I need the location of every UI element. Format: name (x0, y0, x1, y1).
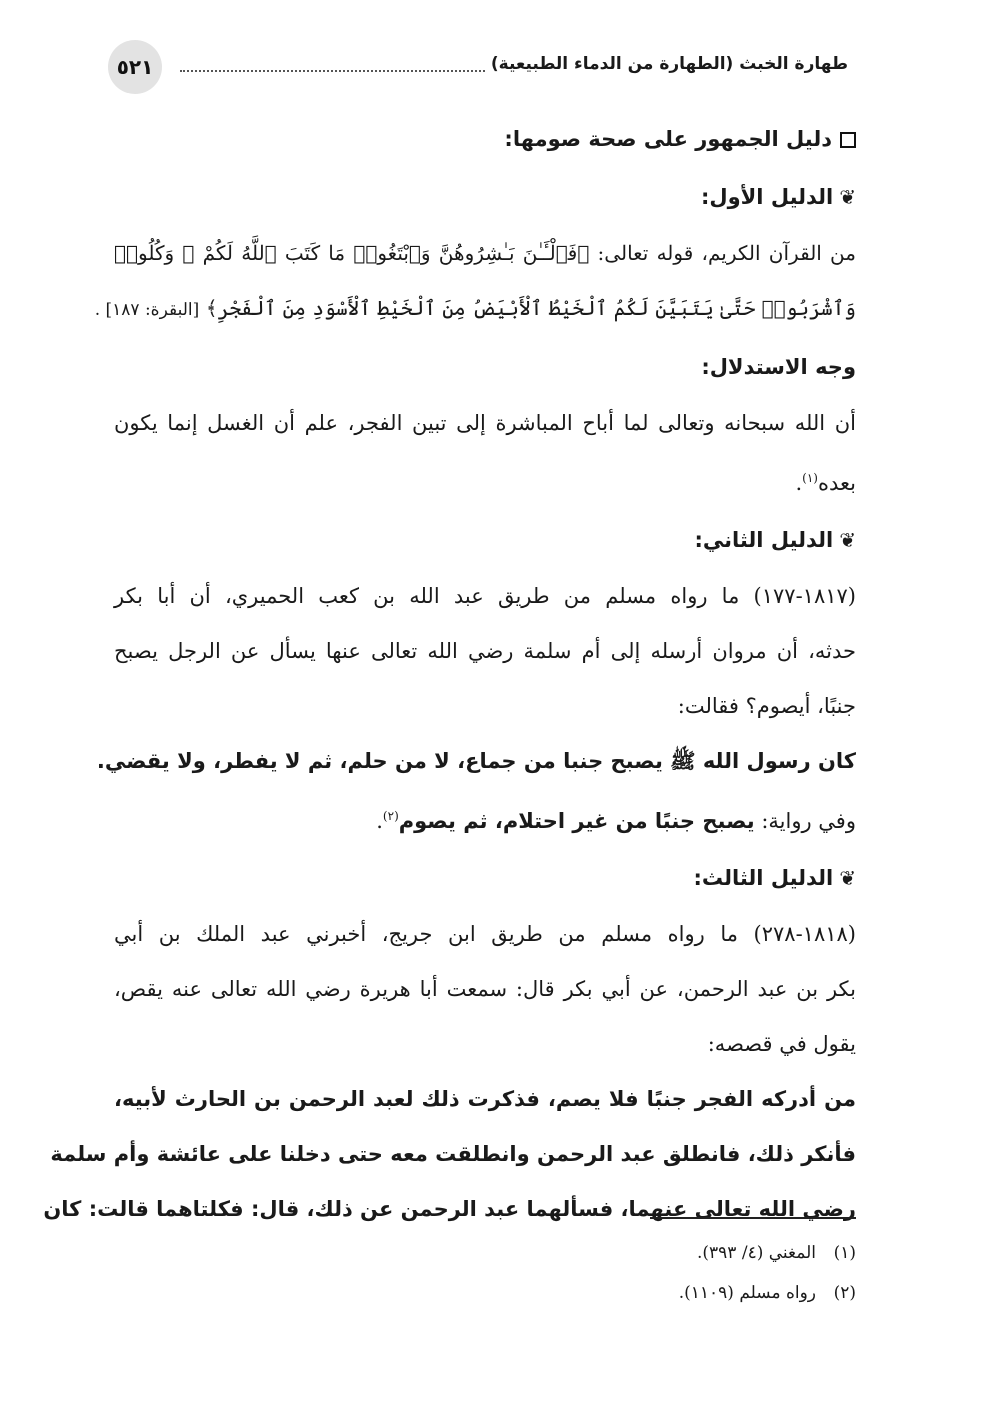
verse-citation: [البقرة: ١٨٧] . (94, 300, 200, 320)
evidence-title: الدليل الثاني: (694, 528, 834, 552)
punctuation: . (795, 471, 803, 495)
hadith-text: من أدركه الفجر جنبًا فلا يصم، فذكرت ذلك لعبد الرحمن بن الحارث لأبيه، (114, 1087, 856, 1111)
hadith-text: كان رسول الله ﷺ يصبح جنبا من جماع، لا من حلم، ثم لا يفطر، ولا يقضي. (96, 749, 856, 773)
evidence-heading-2 (114, 511, 856, 569)
footnotes (114, 1233, 856, 1313)
quran-verse-line: من القرآن الكريم، قوله تعالى: ﴿فَٱلْـَٔـٰنَ بَـٰشِرُوهُنَّ وَٱبْتَغُوا۟ مَا كَتَبَ ٱللَّهُ لَكُمْ ۚ وَكُلُوا۟ (114, 241, 856, 265)
evidence-title: الدليل الأول: (701, 185, 834, 209)
paragraph-line: جنبًا، أيصوم؟ فقالت: (677, 694, 856, 718)
leaf-bullet-icon: ❦ (839, 866, 856, 890)
variant-intro: وفي رواية: (754, 809, 856, 833)
footnote-ref: (١) (802, 471, 818, 485)
section-heading (114, 110, 856, 168)
quran-verse-text: وَٱشْرَبُوا۟ حَتَّىٰ يَتَبَيَّنَ لَكُمُ ٱلْخَيْطُ ٱلْأَبْيَضُ مِنَ ٱلْخَيْطِ ٱلْأَسْوَدِ مِنَ ٱلْفَجْرِ﴾ (205, 296, 856, 320)
page-header (108, 40, 848, 96)
variant-text: يصبح جنبًا من غير احتلام، ثم يصوم (398, 809, 755, 833)
variant-line (114, 789, 856, 849)
checkbox-square-icon (840, 132, 856, 148)
paragraph-line: حدثه، أن مروان أرسله إلى أم سلمة رضي الله تعالى عنها يسأل عن الرجل يصبح (114, 639, 856, 663)
paragraph-text: بعده (817, 471, 856, 495)
evidence-heading-3 (114, 849, 856, 907)
header-dot-leader (180, 56, 485, 72)
reasoning-heading: وجه الاستدلال: (701, 355, 856, 379)
paragraph-line: (١٨١٧-١٧٧) ما رواه مسلم من طريق عبد الله بن كعب الحميري، أن أبا بكر (114, 584, 856, 608)
paragraph-line (114, 451, 856, 511)
leaf-bullet-icon: ❦ (839, 185, 856, 209)
footnote-number: (٢) (833, 1283, 856, 1303)
evidence-title: الدليل الثالث: (693, 866, 834, 890)
paragraph-line: (١٨١٨-٢٧٨) ما رواه مسلم من طريق ابن جريج، أخبرني عبد الملك بن أبي (114, 922, 856, 946)
running-head (174, 54, 848, 74)
footnote-ref: (٢) (382, 809, 399, 823)
footnote-separator (650, 1217, 856, 1219)
paragraph-line: يقول في قصصه: (707, 1032, 856, 1056)
footnote-number: (١) (833, 1243, 856, 1263)
running-title: طهارة الخبث (الطهارة من الدماء الطبيعية) (490, 54, 848, 74)
evidence-heading-1 (114, 168, 856, 226)
punctuation: . (376, 809, 383, 833)
paragraph-line: أن الله سبحانه وتعالى لما أباح المباشرة إلى تبين الفجر، علم أن الغسل إنما يكون (114, 411, 856, 435)
footnote (114, 1273, 856, 1313)
page-body (43, 110, 856, 1237)
hadith-text: رضي الله تعالى عنهما، فسألهما عبد الرحمن عن ذلك، قال: فكلتاهما قالت: كان (43, 1197, 856, 1221)
paragraph-line: بكر بن عبد الرحمن، عن أبي بكر قال: سمعت أبا هريرة رضي الله تعالى عنه يقص، (114, 977, 856, 1001)
footnote-text: المغني (٤/ ٣٩٣). (696, 1243, 816, 1263)
section-title: دليل الجمهور على صحة صومها: (504, 127, 832, 151)
footnote (114, 1233, 856, 1273)
page-number: ٥٢١ (108, 40, 162, 94)
quran-verse-line (94, 281, 856, 338)
leaf-bullet-icon: ❦ (839, 528, 856, 552)
footnote-text: رواه مسلم (١١٠٩). (678, 1283, 816, 1303)
hadith-text: فأنكر ذلك، فانطلق عبد الرحمن وانطلقت معه حتى دخلنا على عائشة وأم سلمة (50, 1142, 856, 1166)
